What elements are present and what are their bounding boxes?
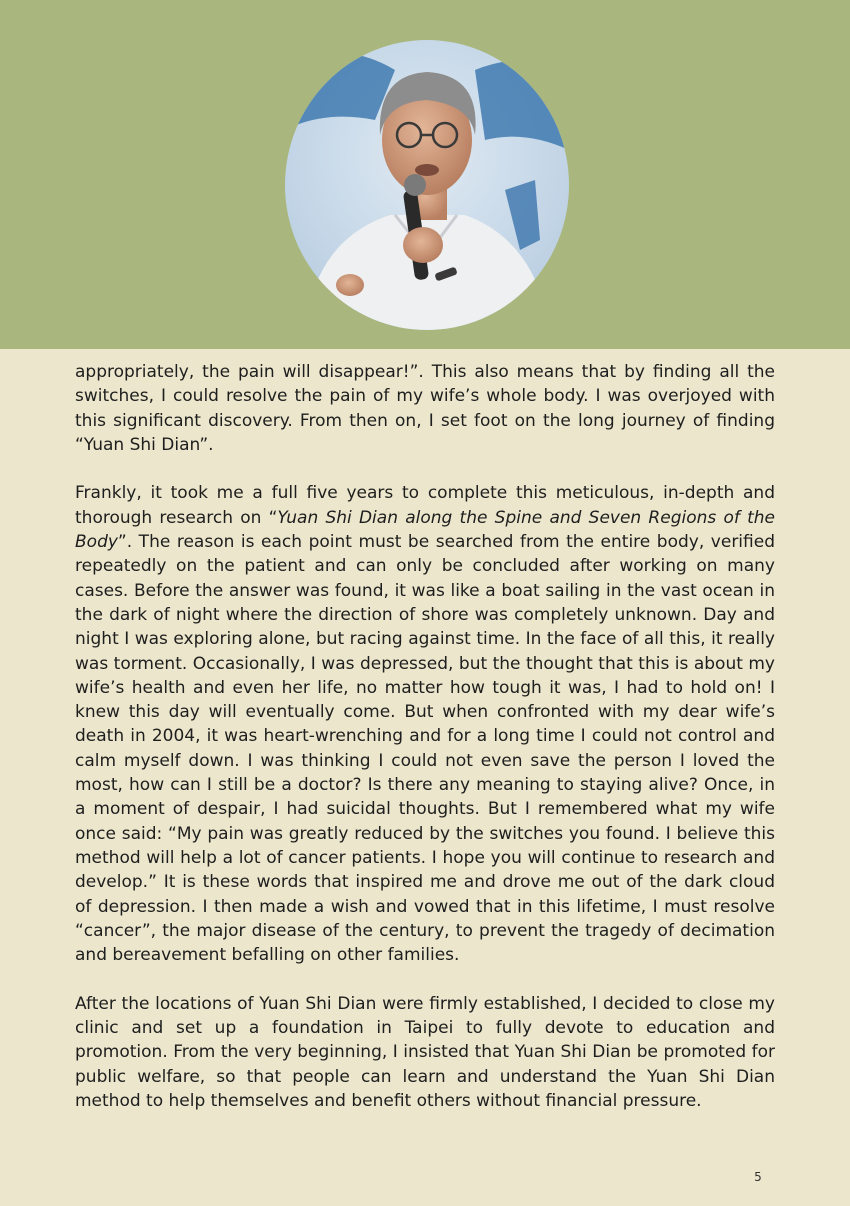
paragraph (75, 992, 775, 1113)
paragraph-text: After the locations of Yuan Shi Dian were firmly established, I decided to close my clinic and set up a foundation in Taipei to fully devote to education and promotion. From the very beginning, I insisted that Yuan Shi Dian be promoted for public welfare, so that people can learn and understand the Yuan Shi Dian method to help themselves and benefit others without financial pressure. (75, 993, 775, 1111)
paragraph-text: appropriately, the pain will disappear!”. This also means that by finding all the switches, I could resolve the pain of my wife’s whole body. I was overjoyed with this significant discovery. From then on, I set foot on the long journey of finding “Yuan Shi Dian”. (75, 362, 775, 455)
paragraph-text: Frankly, it took me a full five years to complete this meticulous, in-depth and thorough research on “ (75, 483, 775, 528)
paragraph-text: ”. The reason is each point must be searched from the entire body, verified repeatedly on the patient and can only be concluded after working on many cases. Before the answer was found, it was like a boat sailing in the vast ocean in the dark of night where the direction of shore was completely unknown. Day and night I was exploring alone, but racing against time. In the face of all this, it really was torment. Occasionally, I was depressed, but the thought that this is about my wife’s health and even her life, no matter how tough it was, I had to hold on! I knew this day will eventually come. But when confronted with my dear wife’s death in 2004, it was heart-wrenching and for a long time I could not control and calm myself down. I was thinking I could not even save the person I loved the most, how can I still be a doctor? Is there any meaning to staying alive? Once, in a moment of despair, I had suicidal thoughts. But I remembered what my wife once said: “My pain was greatly reduced by the switches you found. I believe this method will help a lot of cancer patients. I hope you will continue to research and develop.” It is these words that inspired me and drove me out of the dark cloud of depression. I then made a wish and vowed that in this lifetime, I must resolve “cancer”, the major disease of the century, to prevent the tragedy of decimation and bereavement befalling on other families. (75, 532, 775, 966)
paragraph (75, 360, 775, 457)
header-band (0, 0, 850, 349)
portrait-photo (285, 40, 569, 330)
page-number: 5 (754, 1170, 762, 1184)
paragraph (75, 481, 775, 967)
italic-title-text: Yuan Shi Dian along the Spine and Seven Regions of the Body (75, 507, 775, 553)
body-text (75, 360, 775, 1113)
